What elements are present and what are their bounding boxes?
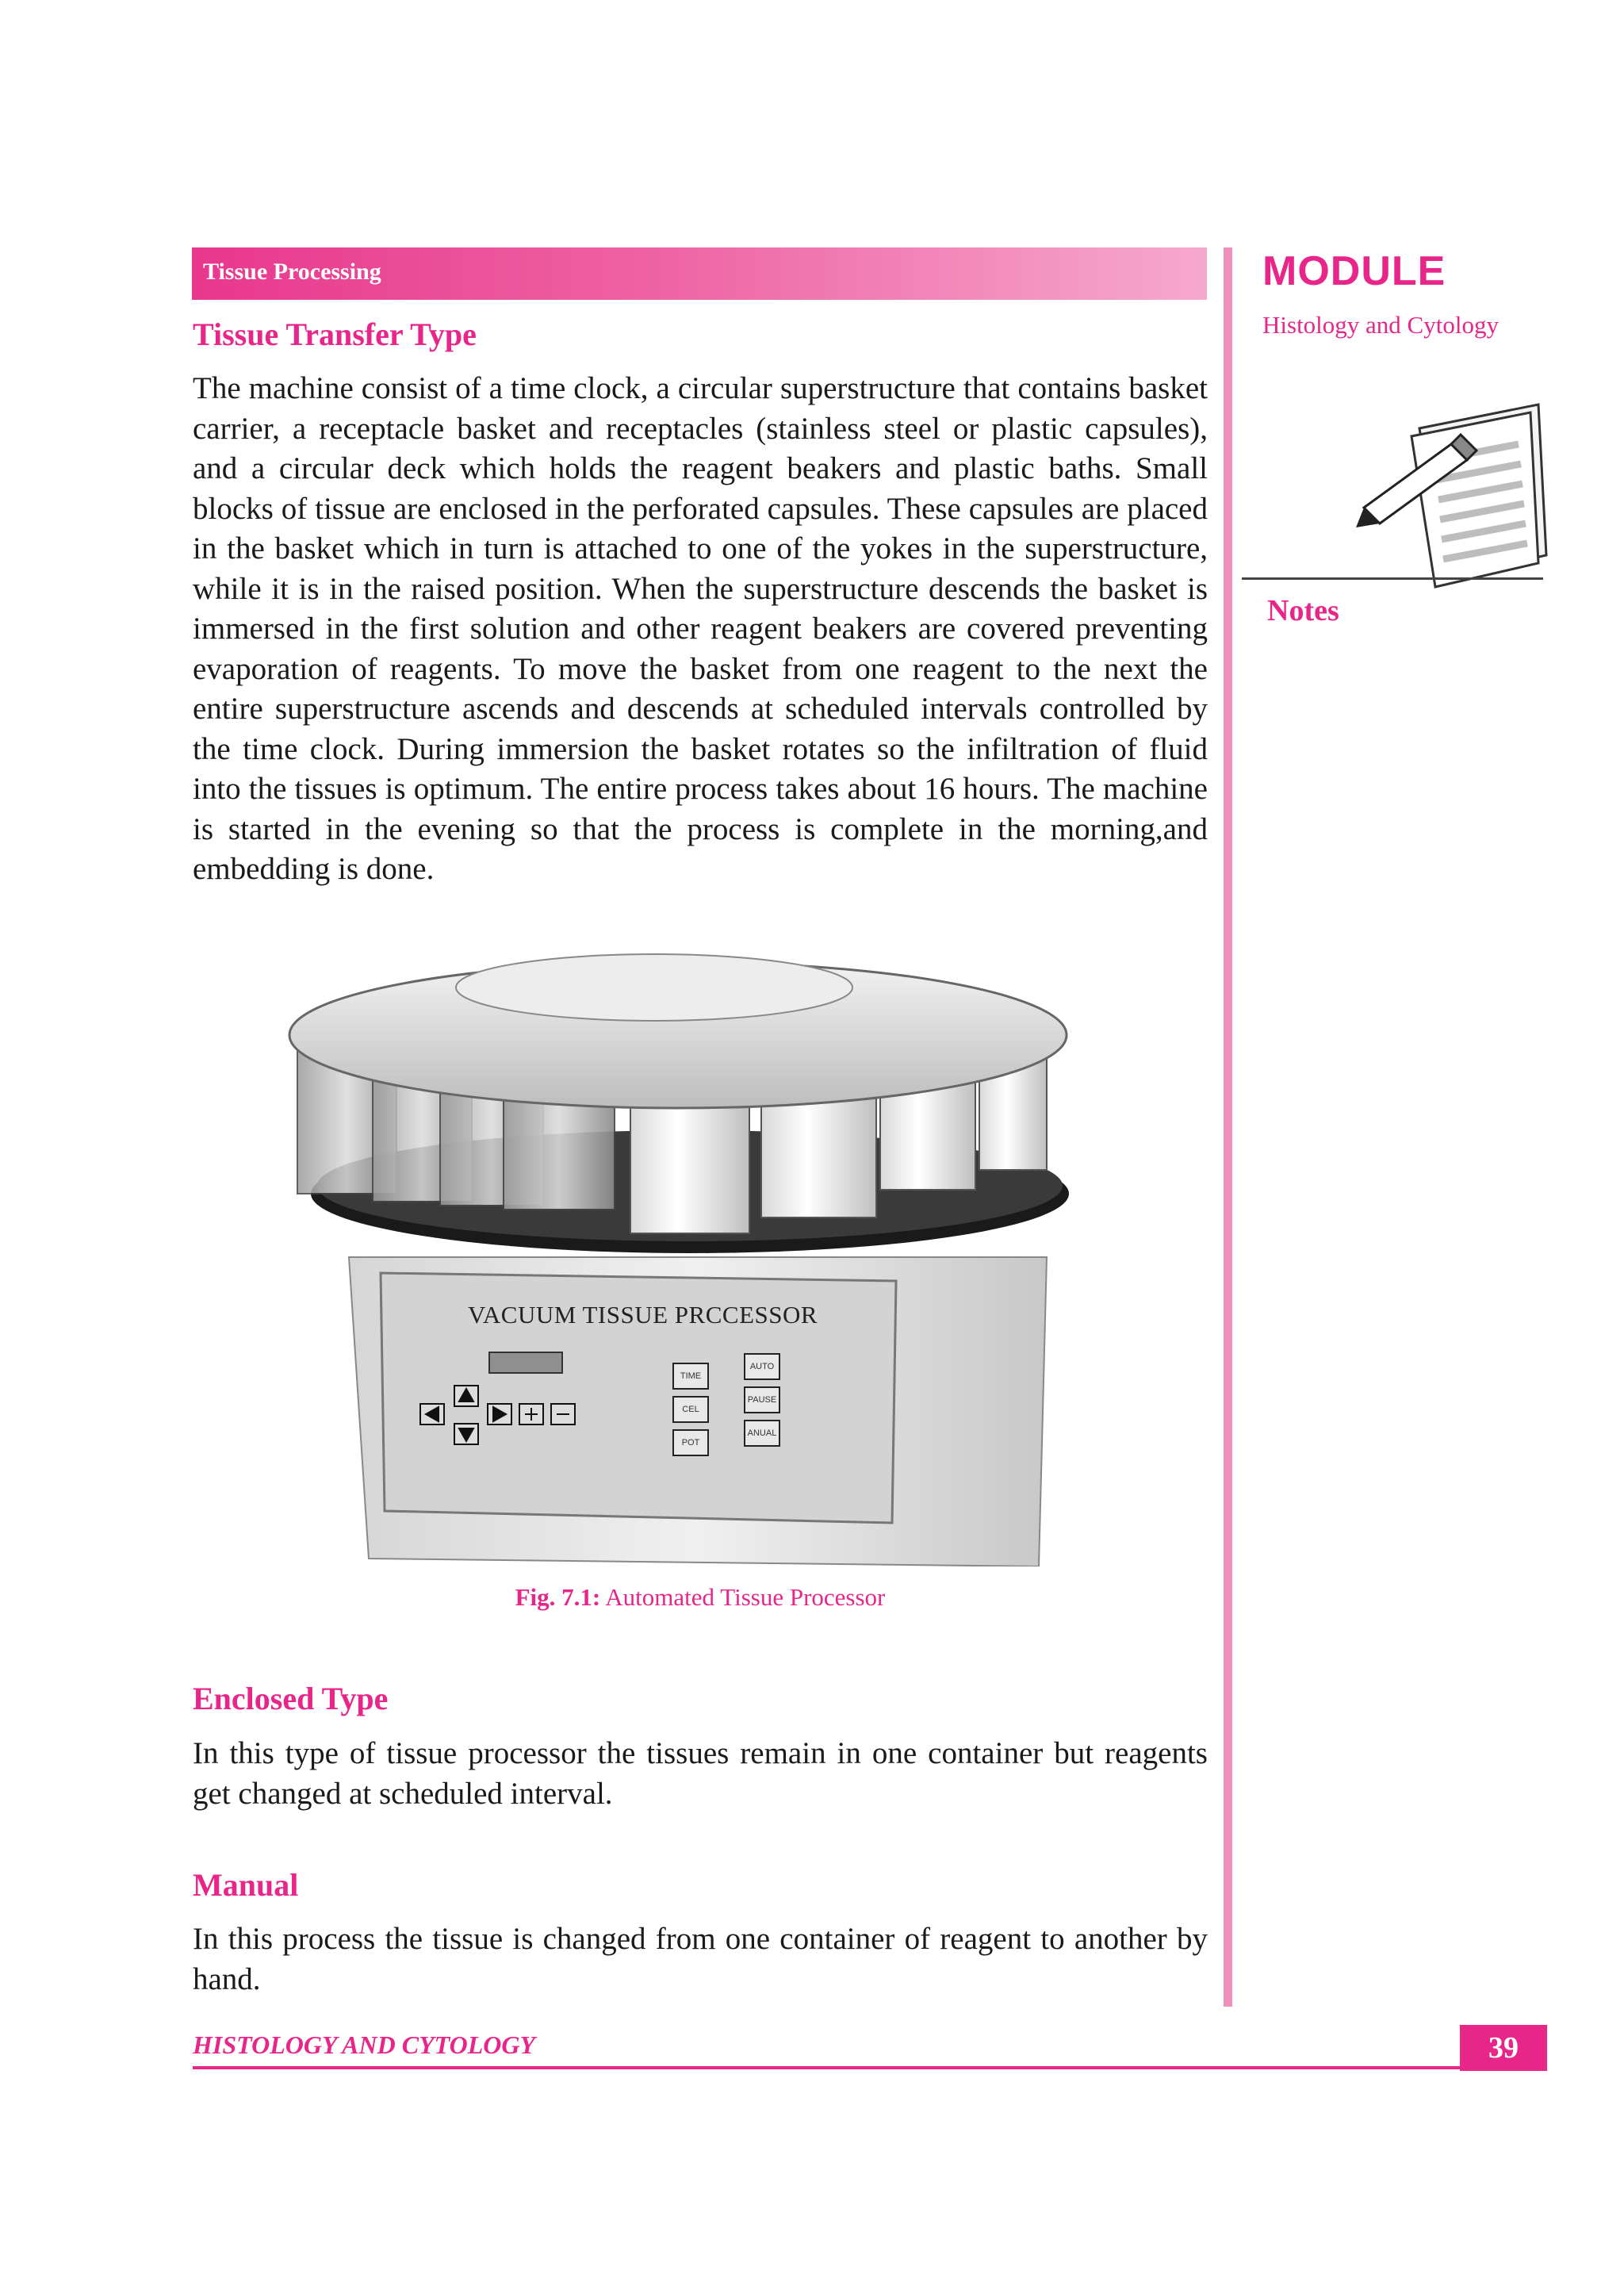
section-heading-enclosed: Enclosed Type: [193, 1681, 389, 1716]
section-text-transfer: The machine consist of a time clock, a circular superstructure that contains basket carrier, a receptacle basket and receptacles (stainless steel or plastic capsules), and a circular deck which holds the reagent beakers and plastic baths. Small blocks of tissue are enclosed in the perforated capsules. These capsules are placed in the basket which in turn is attached to one of the yokes in the superstructure, while it is in the raised position. When the superstructure descends the basket is immersed in the first solution and other reagent beakers are covered preventing evaporation of reagents. To move the basket from one reagent to the next the entire superstructure ascends and descends at scheduled intervals controlled by the time clock. During immersion the basket rotates so the infiltration of fluid into the tissues is optimum. The entire process takes about 16 hours. The machine is started in the evening so that the process is complete in the morning,and embedding is done.: [193, 371, 1208, 886]
notes-label: Notes: [1267, 594, 1339, 627]
notes-divider: [1242, 577, 1543, 580]
cel-button: CEL: [672, 1396, 709, 1423]
figure-caption-text: Automated Tissue Processor: [605, 1583, 886, 1611]
footer-rule: [193, 2066, 1460, 2069]
anual-button: ANUAL: [744, 1420, 780, 1447]
time-button: TIME: [672, 1363, 709, 1390]
section-text-manual: In this process the tissue is changed from one container of reagent to another by hand.: [193, 1922, 1208, 1996]
section-header-label: Tissue Processing: [203, 259, 381, 285]
section-header-bar: [192, 247, 1207, 300]
section-heading-manual: Manual: [193, 1867, 299, 1903]
page-number: 39: [1460, 2025, 1547, 2071]
pause-button: PAUSE: [744, 1386, 780, 1413]
section-text-enclosed: In this type of tissue processor the tissues remain in one container but reagents get changed at scheduled interval.: [193, 1736, 1208, 1811]
sidebar-divider: [1224, 247, 1232, 2007]
panel-title: VACUUM TISSUE PRCCESSOR: [468, 1301, 818, 1329]
figure-caption: [193, 1583, 1208, 1612]
auto-button: AUTO: [744, 1353, 780, 1380]
footer-title: HISTOLOGY AND CYTOLOGY: [193, 2030, 535, 2059]
figure-number: Fig. 7.1:: [515, 1583, 601, 1611]
tissue-processor-figure: [282, 940, 1106, 1566]
module-title: MODULE: [1262, 248, 1446, 294]
section-heading-transfer: Tissue Transfer Type: [193, 316, 477, 352]
pot-button: POT: [672, 1429, 709, 1456]
module-subtitle: Histology and Cytology: [1262, 311, 1499, 339]
